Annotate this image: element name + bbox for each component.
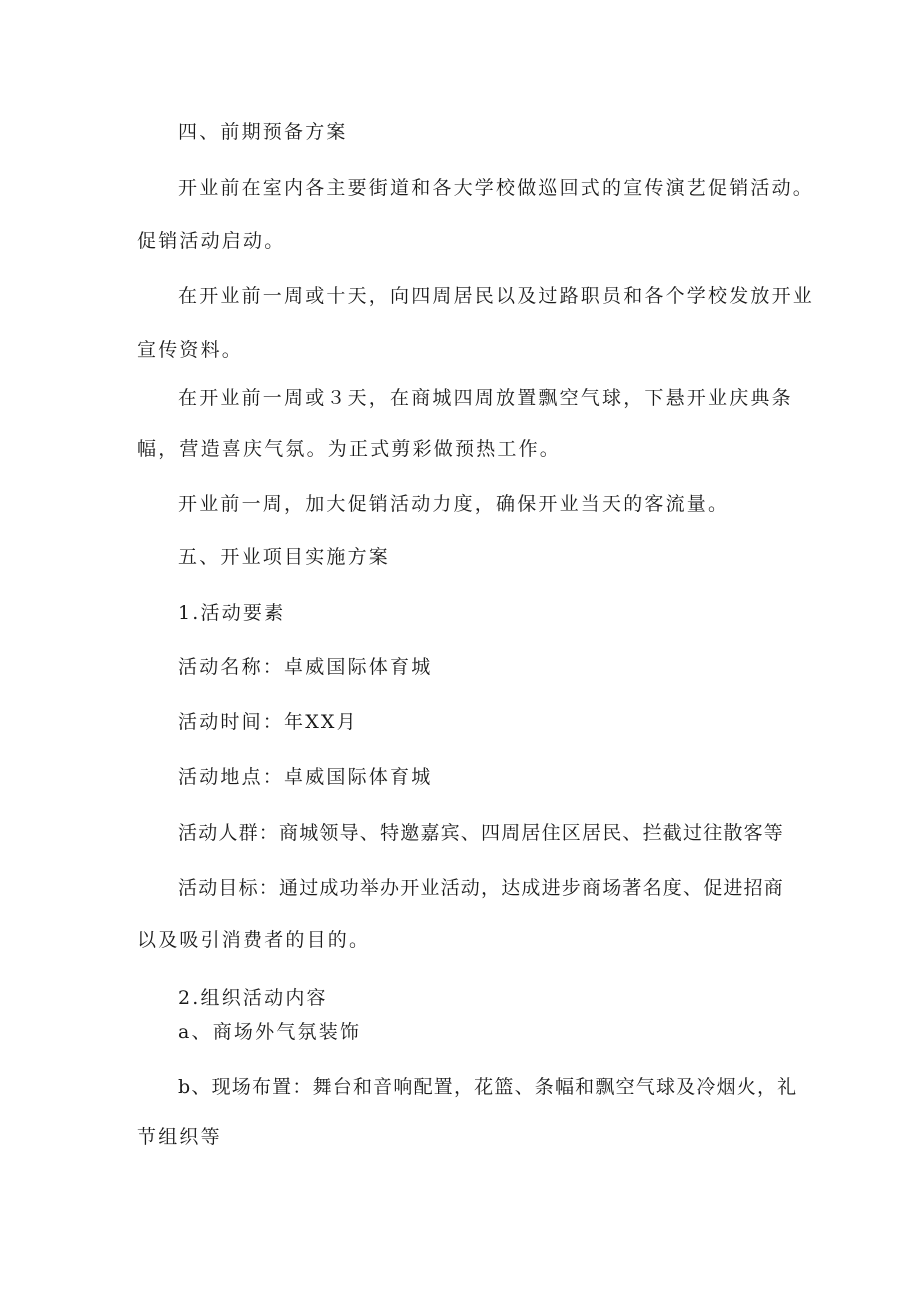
paragraph-line: 宣传资料。	[137, 339, 244, 361]
activity-time: 活动时间：年XX月	[178, 711, 358, 733]
list-item: b、现场布置：舞台和音响配置，花篮、条幅和飘空气球及冷烟火，礼	[178, 1076, 798, 1098]
paragraph-line: 幅，营造喜庆气氛。为正式剪彩做预热工作。	[137, 438, 562, 460]
paragraph-line: 开业前一周，加大促销活动力度，确保开业当天的客流量。	[178, 493, 730, 515]
activity-location: 活动地点：卓威国际体育城	[178, 766, 433, 788]
paragraph-line: 在开业前一周或３天，在商城四周放置飘空气球，下悬开业庆典条	[178, 387, 793, 409]
activity-goal: 活动目标：通过成功举办开业活动，达成进步商场著名度、促进招商	[178, 877, 785, 899]
paragraph-line: 促销活动启动。	[137, 230, 286, 252]
paragraph-line: 在开业前一周或十天，向四周居民以及过路职员和各个学校发放开业	[178, 285, 815, 307]
activity-name: 活动名称：卓威国际体育城	[178, 656, 433, 678]
activity-audience: 活动人群：商城领导、特邀嘉宾、四周居住区居民、拦截过往散客等	[178, 822, 785, 844]
subsection-heading: 1.活动要素	[178, 602, 286, 624]
subsection-heading: 2.组织活动内容	[178, 987, 328, 1009]
paragraph-line: 以及吸引消费者的目的。	[137, 929, 371, 951]
section-heading-5: 五、开业项目实施方案	[178, 546, 391, 568]
paragraph-line: 开业前在室内各主要街道和各大学校做巡回式的宣传演艺促销活动。	[178, 177, 815, 199]
list-item: a、商场外气氛装饰	[178, 1021, 362, 1043]
section-heading-4: 四、前期预备方案	[178, 121, 348, 143]
paragraph-line: 节组织等	[137, 1126, 222, 1148]
